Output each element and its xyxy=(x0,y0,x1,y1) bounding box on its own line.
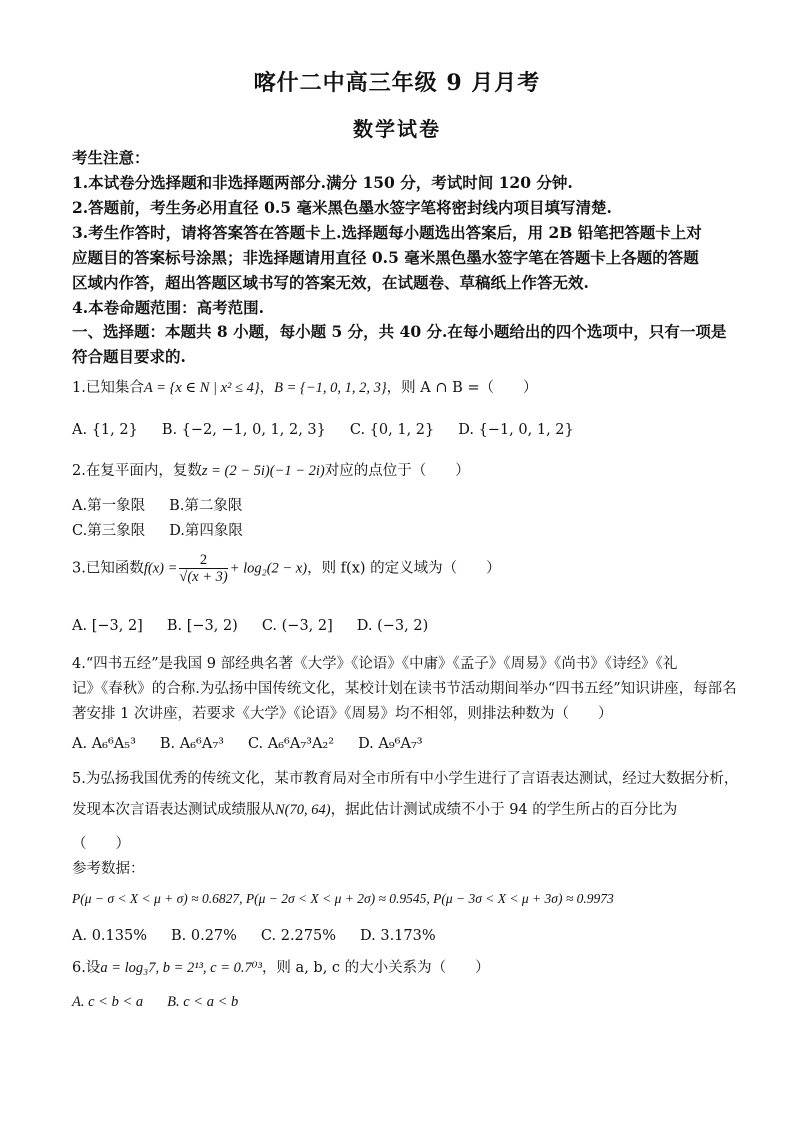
q5-option-d: D. 3.173% xyxy=(360,928,436,944)
q3-prefix: 3.已知函数 xyxy=(72,560,144,577)
q3-log-term: + log₂(2 − x) xyxy=(229,560,308,577)
q4-option-a: A. A₆⁶A₅³ xyxy=(72,736,136,752)
q1-option-a: A. {1, 2} xyxy=(72,422,138,438)
q3-lhs: f(x) = xyxy=(143,560,178,577)
q5-line2-pre: 发现本次言语表达测试成绩服从 xyxy=(72,802,275,818)
q2-option-b: B.第二象限 xyxy=(169,498,243,514)
q6-ask: ，则 a, b, c 的大小关系为（ ） xyxy=(261,960,490,976)
q2-expr: z = (2 − 5i)(−1 − 2i) xyxy=(201,463,325,479)
question-2-stem xyxy=(72,461,470,481)
q3-fraction-den: √(x + 3) xyxy=(179,569,228,585)
q3-option-b: B. [−3, 2) xyxy=(166,618,238,634)
question-2-options-row2 xyxy=(72,521,267,541)
notice-heading: 考生注意： xyxy=(72,148,150,167)
question-4-options xyxy=(72,734,447,754)
q1-sep: ， xyxy=(259,380,275,396)
question-5-options xyxy=(72,926,460,946)
q6-expr: a = log₃7, b = 2¹³, c = 0.7⁰³ xyxy=(100,960,262,976)
q3-option-c: C. (−3, 2] xyxy=(261,618,333,634)
q2-option-a: A.第一象限 xyxy=(72,498,146,514)
question-3-stem xyxy=(72,552,501,585)
q4-option-b: B. A₆⁶A₇³ xyxy=(159,736,224,752)
question-6-stem xyxy=(72,958,490,978)
q3-option-d: D. (−3, 2) xyxy=(356,618,429,634)
section-heading-cont: 符合题目要求的. xyxy=(72,347,186,366)
question-4-line: 记》《春秋》的合称.为弘扬中国传统文化，某校计划在读书节活动期间举办“四书五经”知识讲座，每部名 xyxy=(72,681,737,697)
q6-prefix: 6.设 xyxy=(72,960,101,976)
q2-option-c: C.第三象限 xyxy=(72,523,146,539)
notice-item: 1.本试卷分选择题和非选择题两部分.满分 150 分，考试时间 120 分钟. xyxy=(72,173,573,192)
question-3-options xyxy=(72,616,452,636)
q2-suffix: 对应的点位于（ ） xyxy=(324,463,470,479)
q1-prefix: 1.已知集合 xyxy=(72,380,144,396)
q3-fraction xyxy=(179,552,227,585)
question-5-line1: 5.为弘扬我国优秀的传统文化，某市教育局对全市所有中小学生进行了言语表达测试，经过大数据分析， xyxy=(72,771,739,787)
question-4-line: 4.“四书五经”是我国 9 部经典名著《大学》《论语》《中庸》《孟子》《周易》《尚书》《诗经》《礼 xyxy=(72,656,678,672)
q2-prefix: 2.在复平面内，复数 xyxy=(72,463,202,479)
section-heading: 一、选择题：本题共 8 小题，每小题 5 分，共 40 分.在每小题给出的四个选项中，只有一项是 xyxy=(72,322,727,341)
notice-item: 区域内作答，超出答题区域书写的答案无效，在试题卷、草稿纸上作答无效. xyxy=(72,273,589,292)
question-5-ref-formula: P(μ − σ < X < μ + σ) ≈ 0.6827, P(μ − 2σ < X < μ + 2σ) ≈ 0.9545, P(μ − 3σ < X < μ + 3σ) ≈ 0.9973 xyxy=(72,891,614,906)
notice-item: 2.答题前，考生务必用直径 0.5 毫米黑色墨水签字笔将密封线内项目填写清楚. xyxy=(72,198,612,217)
q3-fraction-num: 2 xyxy=(179,552,227,569)
question-4-line: 著安排 1 次讲座，若要求《大学》《论语》《周易》均不相邻，则排法种数为（ ） xyxy=(72,706,613,722)
q2-option-d: D.第四象限 xyxy=(169,523,243,539)
q5-option-b: B. 0.27% xyxy=(170,928,237,944)
notice-item: 4.本卷命题范围：高考范围. xyxy=(72,298,265,317)
q1-option-d: D. {−1, 0, 1, 2} xyxy=(458,422,574,438)
q1-option-c: C. {0, 1, 2} xyxy=(349,422,435,438)
q6-option-a: A. c < b < a xyxy=(72,994,144,1010)
notice-item: 应题目的答案标号涂黑；非选择题请用直径 0.5 毫米黑色墨水签字笔在答题卡上各题的答题 xyxy=(72,248,699,267)
q5-option-a: A. 0.135% xyxy=(72,928,147,944)
question-1-stem xyxy=(72,378,538,398)
question-5-paren: （ ） xyxy=(72,836,130,852)
q5-distribution: N(70, 64) xyxy=(275,802,331,818)
q3-option-a: A. [−3, 2] xyxy=(72,618,143,634)
q4-option-c: C. A₆⁶A₇³A₂² xyxy=(247,736,335,752)
q1-set-b: B = {−1, 0, 1, 2, 3} xyxy=(274,380,387,396)
question-2-options-row1 xyxy=(72,496,266,516)
notice-item: 3.考生作答时，请将答案答在答题卡上.选择题每小题选出答案后，用 2B 铅笔把答题卡上对 xyxy=(72,223,702,242)
question-6-options xyxy=(72,992,262,1012)
q1-ask: ，则 A ∩ B =（ ） xyxy=(386,380,538,396)
question-5-ref-heading: 参考数据： xyxy=(72,861,145,877)
question-1-options xyxy=(72,420,598,440)
q5-line2-post: ，据此估计测试成绩不小于 94 的学生所占的百分比为 xyxy=(330,802,678,818)
q3-ask: ，则 f(x) 的定义域为（ ） xyxy=(307,560,501,577)
exam-subtitle: 数学试卷 xyxy=(353,117,441,141)
q6-option-b: B. c < a < b xyxy=(167,994,239,1010)
exam-title: 喀什二中高三年级 9 月月考 xyxy=(253,70,541,96)
q1-set-a: A = {x ∈ N | x² ≤ 4} xyxy=(143,380,260,396)
q4-option-d: D. A₉⁶A₇³ xyxy=(358,736,423,752)
question-5-line2 xyxy=(72,800,677,820)
q1-option-b: B. {−2, −1, 0, 1, 2, 3} xyxy=(161,422,326,438)
q5-option-c: C. 2.275% xyxy=(260,928,337,944)
